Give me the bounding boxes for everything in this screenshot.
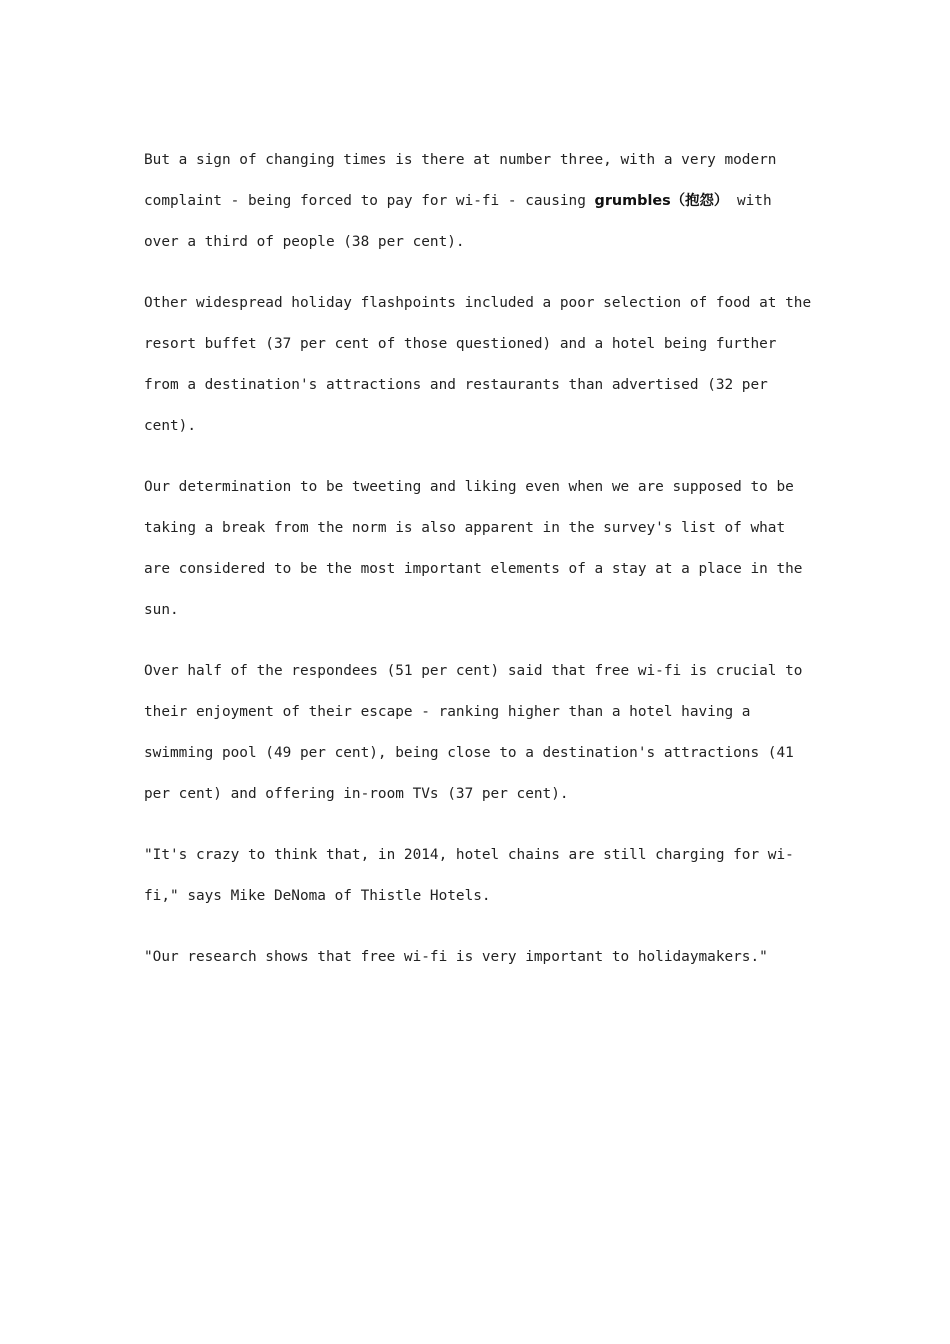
paragraph-1-text-end: with over a third of people (38 per cent). xyxy=(144,193,772,250)
paragraph-1 xyxy=(144,140,814,263)
paragraph-1-text-start: But a sign of changing times is there at number three, with a very modern complaint - being forced to pay for wi-fi - causing xyxy=(144,152,777,209)
paragraph-3: Our determination to be tweeting and liking even when we are supposed to be taking a break from the norm is also apparent in the survey's list of what are considered to be the most important elements of a stay at a place in the sun. xyxy=(144,479,803,618)
paragraph-6: "Our research shows that free wi-fi is very important to holidaymakers." xyxy=(144,949,768,965)
paragraph-5: "It's crazy to think that, in 2014, hotel chains are still charging for wi-fi," says Mike DeNoma of Thistle Hotels. xyxy=(144,847,794,904)
paragraph-2: Other widespread holiday flashpoints included a poor selection of food at the resort buffet (37 per cent of those questioned) and a hotel being further from a destination's attractions and restaurants than advertised (32 per cent). xyxy=(144,295,812,434)
bold-term-grumbles: grumbles（抱怨） xyxy=(594,193,729,209)
document-page xyxy=(144,140,814,998)
paragraph-4: Over half of the respondees (51 per cent) said that free wi-fi is crucial to their enjoyment of their escape - ranking higher than a hotel having a swimming pool (49 per cent), being close to a destination's attractions (41 per cent) and offering in-room TVs (37 per cent). xyxy=(144,663,803,802)
